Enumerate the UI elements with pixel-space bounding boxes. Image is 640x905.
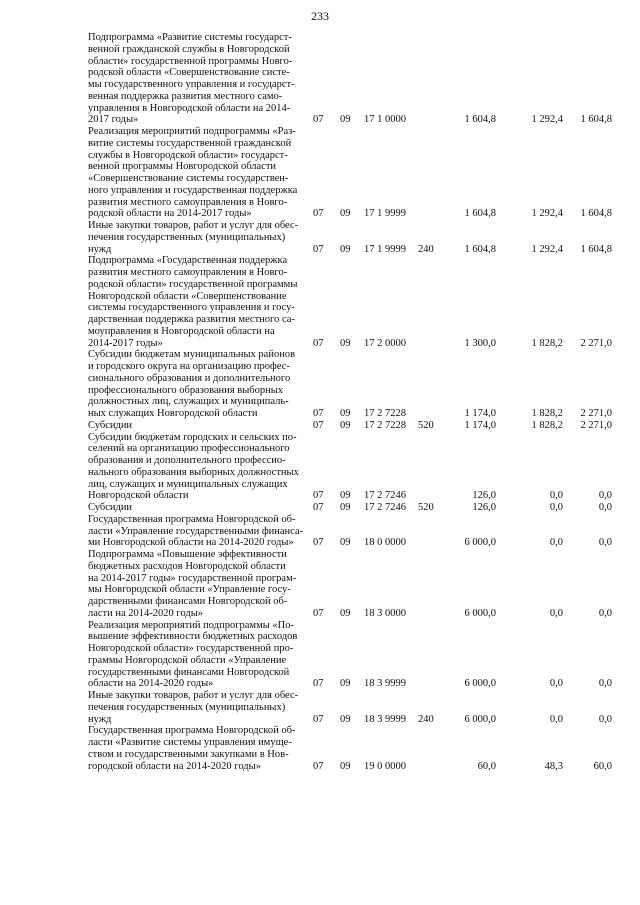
subsection-code: 09: [340, 713, 351, 725]
row-description: Государственная программа Новгородской об- ласти «Управление государственными финанса- ми Новгородской области на 2014-2020 годы»: [88, 513, 304, 549]
table-row: [0, 126, 640, 220]
section-code: 07: [313, 607, 324, 619]
amount-year-3: 0,0: [598, 502, 612, 513]
table-row: [0, 549, 640, 620]
section-code: 07: [313, 337, 324, 349]
row-description: Субсидии: [88, 502, 133, 513]
amount-year-1: 6 000,0: [464, 607, 496, 619]
amount-year-2: 0,0: [549, 502, 563, 513]
target-article-code: 17 1 9999: [364, 208, 406, 220]
table-row: [0, 420, 640, 432]
subsection-code: 09: [340, 537, 351, 549]
target-article-code: 17 2 7228: [364, 419, 406, 431]
amount-year-2: 48,3: [544, 760, 563, 772]
amount-year-1: 1 300,0: [464, 337, 496, 349]
amount-year-2: 1 292,4: [531, 208, 563, 220]
table-row: [0, 690, 640, 725]
target-article-code: 18 3 0000: [364, 607, 406, 619]
budget-table: [0, 32, 640, 772]
target-article-code: 17 1 0000: [364, 114, 406, 126]
section-code: 07: [313, 760, 324, 772]
table-row: [0, 432, 640, 503]
subsection-code: 09: [340, 760, 351, 772]
subsection-code: 09: [340, 490, 351, 502]
section-code: 07: [313, 408, 324, 419]
row-description: Подпрограмма «Развитие системы государст- венной гражданской службы в Новгородской области» государственной программы Новго- родской области «Совершенствование систе- мы государственного управления и государст- венная поддержка развития местного само- управления в Новгородской области на 2014- 2017 годы»: [88, 32, 295, 126]
amount-year-2: 0,0: [549, 537, 563, 549]
subsection-code: 09: [340, 243, 351, 255]
target-article-code: 17 1 9999: [364, 243, 406, 255]
target-article-code: 17 2 7246: [364, 502, 406, 513]
section-code: 07: [313, 537, 324, 549]
amount-year-2: 1 828,2: [531, 419, 563, 431]
table-row: [0, 725, 640, 772]
row-description: Реализация мероприятий подпрограммы «По- вышение эффективности бюджетных расходов Новгородской области» государственной про- граммы Новгородской области «Управление государственными финансами Новгородской области на 2014-2020 годы»: [88, 619, 298, 690]
target-article-code: 17 2 7246: [364, 490, 406, 502]
section-code: 07: [313, 502, 324, 513]
amount-year-1: 126,0: [472, 502, 496, 513]
subsection-code: 09: [340, 208, 351, 220]
amount-year-2: 0,0: [549, 490, 563, 502]
row-description: Государственная программа Новгородской об- ласти «Развитие системы управления имуще- ством и государственными закупками в Нов- городской области на 2014-2020 годы»: [88, 725, 296, 772]
amount-year-1: 1 174,0: [464, 408, 496, 419]
section-code: 07: [313, 678, 324, 690]
section-code: 07: [313, 114, 324, 126]
amount-year-1: 6 000,0: [464, 537, 496, 549]
amount-year-1: 1 604,8: [464, 243, 496, 255]
target-article-code: 19 0 0000: [364, 760, 406, 772]
subsection-code: 09: [340, 408, 351, 419]
amount-year-1: 1 174,0: [464, 419, 496, 431]
expense-type-code: 240: [418, 243, 434, 255]
amount-year-1: 60,0: [477, 760, 496, 772]
table-row: [0, 255, 640, 349]
row-description: Иные закупки товаров, работ и услуг для обес- печения государственных (муниципальных) нужд: [88, 690, 299, 725]
subsection-code: 09: [340, 337, 351, 349]
expense-type-code: 520: [418, 419, 434, 431]
section-code: 07: [313, 490, 324, 502]
row-description: Подпрограмма «Государственная поддержка развития местного самоуправления в Новго- родской области» государственной программы Новгородской области «Совершенствование системы государственного управления и госу- дарственная поддержка развития местного са- моуправления в Новгородской области на 2014-2017 годы»: [88, 255, 298, 349]
amount-year-3: 2 271,0: [580, 408, 612, 419]
amount-year-3: 0,0: [598, 607, 612, 619]
table-row: [0, 32, 640, 126]
subsection-code: 09: [340, 502, 351, 513]
section-code: 07: [313, 419, 324, 431]
amount-year-1: 1 604,8: [464, 114, 496, 126]
amount-year-1: 6 000,0: [464, 713, 496, 725]
subsection-code: 09: [340, 678, 351, 690]
amount-year-2: 1 828,2: [531, 337, 563, 349]
amount-year-3: 60,0: [593, 760, 612, 772]
amount-year-1: 1 604,8: [464, 208, 496, 220]
expense-type-code: 240: [418, 713, 434, 725]
subsection-code: 09: [340, 607, 351, 619]
expense-type-code: 520: [418, 502, 434, 513]
amount-year-1: 126,0: [472, 490, 496, 502]
table-row: [0, 620, 640, 691]
target-article-code: 17 2 7228: [364, 408, 406, 419]
row-description: Подпрограмма «Повышение эффективности бюджетных расходов Новгородской области на 2014-2017 годы» государственной програм- мы Новгородской области «Управление госу- дарственными финансами Новгородской об- ласти на 2014-2020 годы»: [88, 549, 297, 619]
row-description: Реализация мероприятий подпрограммы «Раз- витие системы государственной гражданской службы в Новгородской области» государст- венной программы Новгородской области «Совершенствование системы государствен- ного управления и государственная поддержка развития местного самоуправления в Новго- родской области на 2014-2017 годы»: [88, 126, 298, 220]
section-code: 07: [313, 713, 324, 725]
amount-year-3: 0,0: [598, 678, 612, 690]
amount-year-3: 1 604,8: [580, 114, 612, 126]
amount-year-2: 0,0: [549, 713, 563, 725]
amount-year-3: 0,0: [598, 490, 612, 502]
amount-year-2: 1 292,4: [531, 243, 563, 255]
section-code: 07: [313, 208, 324, 220]
section-code: 07: [313, 243, 324, 255]
subsection-code: 09: [340, 114, 351, 126]
subsection-code: 09: [340, 419, 351, 431]
target-article-code: 17 2 0000: [364, 337, 406, 349]
amount-year-2: 0,0: [549, 607, 563, 619]
page-number: 233: [311, 9, 329, 23]
amount-year-2: 0,0: [549, 678, 563, 690]
amount-year-3: 0,0: [598, 713, 612, 725]
table-row: [0, 514, 640, 549]
amount-year-3: 2 271,0: [580, 337, 612, 349]
table-row: [0, 220, 640, 255]
amount-year-3: 1 604,8: [580, 208, 612, 220]
row-description: Субсидии: [88, 419, 133, 431]
row-description: Субсидии бюджетам городских и сельских по- селений на организацию профессионального образования и дополнительного профессио- нального образования выборных должностных лиц, служащих и муниципальных служащих Новгородской области: [88, 431, 299, 502]
table-row: [0, 349, 640, 420]
target-article-code: 18 0 0000: [364, 537, 406, 549]
amount-year-3: 2 271,0: [580, 419, 612, 431]
amount-year-2: 1 292,4: [531, 114, 563, 126]
amount-year-1: 6 000,0: [464, 678, 496, 690]
row-description: Иные закупки товаров, работ и услуг для обес- печения государственных (муниципальных) нужд: [88, 220, 299, 255]
target-article-code: 18 3 9999: [364, 678, 406, 690]
amount-year-3: 1 604,8: [580, 243, 612, 255]
amount-year-3: 0,0: [598, 537, 612, 549]
target-article-code: 18 3 9999: [364, 713, 406, 725]
amount-year-2: 1 828,2: [531, 408, 563, 419]
row-description: Субсидии бюджетам муниципальных районов и городского округа на организацию профес- сионального образования и дополнительного профессионального образования выборных должностных лиц, служащих и муниципаль- ных служащих Новгородской области: [88, 349, 296, 419]
table-row: [0, 502, 640, 514]
